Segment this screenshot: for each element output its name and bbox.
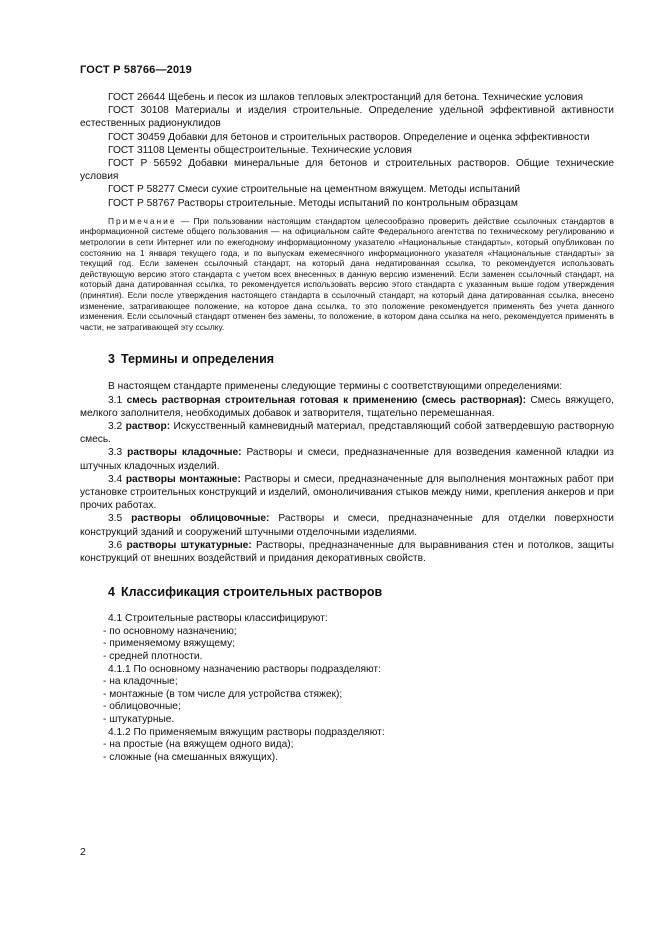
clause-4-1-2: 4.1.2 По применяемым вяжущим растворы подразделяют: bbox=[108, 726, 385, 738]
term-text: Растворы и смеси, предназначенные для выполнения монтажных работ при установке строительных конструкций и изделий, омоноличивания стыков между ними, крепления анкеров и при прочих работах. bbox=[80, 473, 614, 512]
term-text: Смесь вяжущего, мелкого заполнителя, необходимых добавок и затворителя, тщательно перемешанная. bbox=[80, 394, 614, 419]
term-definition bbox=[80, 539, 614, 565]
reference-item: ГОСТ Р 58277 Смеси сухие строительные на цементном вяжущем. Методы испытаний bbox=[108, 184, 521, 196]
list-item: - облицовочные; bbox=[103, 701, 181, 713]
note-label: Примечание bbox=[108, 215, 177, 226]
section-number: 4 bbox=[108, 585, 115, 600]
term-text: Растворы и смеси, предназначенные для отделки поверхности конструкций зданий и сооружений штучными отделочными изделиями. bbox=[80, 513, 614, 538]
reference-item: ГОСТ Р 58767 Растворы строительные. Методы испытаний по контрольным образцам bbox=[108, 197, 518, 209]
term-definition bbox=[80, 446, 614, 472]
term-definition bbox=[80, 394, 614, 420]
references-list bbox=[80, 91, 614, 210]
term-name: раствор: bbox=[125, 420, 171, 432]
term-number: 3.3 bbox=[108, 447, 123, 459]
reference-item: ГОСТ 26644 Щебень и песок из шлаков тепловых электростанций для бетона. Технические условия bbox=[108, 92, 584, 103]
note-paragraph bbox=[80, 216, 614, 333]
term-name: растворы монтажные: bbox=[125, 473, 241, 485]
term-text: Растворы и смеси, предназначенные для возведения каменной кладки из штучных кладочных изделий. bbox=[80, 447, 614, 472]
section-title: Термины и определения bbox=[120, 352, 275, 367]
term-name: растворы штукатурные: bbox=[126, 539, 252, 551]
clause-4-1: 4.1 Строительные растворы классифицируют: bbox=[108, 613, 328, 625]
reference-item: ГОСТ 31108 Цементы общестроительные. Технические условия bbox=[108, 144, 412, 156]
reference-item: ГОСТ 30459 Добавки для бетонов и строительных растворов. Определение и оценка эффективности bbox=[108, 131, 590, 143]
term-definition bbox=[80, 473, 614, 513]
term-text: Искусственный камневидный материал, представляющий собой затвердевшую растворную смесь. bbox=[80, 420, 614, 446]
list-item: - монтажные (в том числе для устройства стяжек); bbox=[103, 688, 343, 700]
term-number: 3.6 bbox=[108, 539, 123, 551]
section-3-heading bbox=[108, 352, 614, 366]
reference-item: ГОСТ 30108 Материалы и изделия строительные. Определение удельной эффективной активности естественных радионуклидов bbox=[80, 105, 614, 130]
terms-intro: В настоящем стандарте применены следующие термины с соответствующими определениями: bbox=[108, 381, 563, 393]
document-code-header: ГОСТ Р 58766—2019 bbox=[80, 64, 192, 76]
classification-block bbox=[80, 613, 614, 764]
note-text: — При пользовании настоящим стандартом целесообразно проверить действие ссылочных стандартов в информационной системе общего пользования — на официальном сайте Федерального агентства по техническому регулированию и метрологии в сети Интернет или по ежегодному информационному указателю «Национальные стандарты», который опубликован по состоянию на 1 января текущего года, и по выпускам ежемесячного информационного указателя «Национальные стандарты» за текущий год. Если заменен ссылочный стандарт, на который дана недатированная ссылка, то рекомендуется использовать действующую версию этого стандарта с учетом всех внесенных в данную версию изменений. Если заменен ссылочный стандарт, на который дана датированная ссылка, то рекомендуется использовать версию этого стандарта с указанным выше годом утверждения (принятия). Если после утверждения настоящего стандарта в ссылочный стандарт, на который дана датированная ссылка, внесено изменение, затрагивающее положение, на которое дана ссылка, то это положение рекомендуется применять без учета данного изменения. Если ссылочный стандарт отменен без замены, то положение, в котором дана ссылка на него, рекомендуется применять в части, не затрагивающей эту ссылку. bbox=[80, 215, 614, 332]
list-4-1-1 bbox=[80, 676, 614, 726]
list-item: - штукатурные. bbox=[103, 713, 175, 725]
section-number: 3 bbox=[108, 352, 115, 367]
terms-definitions bbox=[80, 380, 614, 565]
list-4-1 bbox=[80, 626, 614, 664]
term-definition bbox=[80, 420, 614, 446]
list-item: - по основному назначению; bbox=[103, 625, 237, 637]
term-name: растворы облицовочные: bbox=[131, 513, 270, 525]
list-4-1-2 bbox=[80, 739, 614, 764]
term-text: Растворы, предназначенные для выравнивания стен и потолков, защиты конструкций от внешних воздействий и придания декоративных свойств. bbox=[80, 539, 614, 564]
term-number: 3.2 bbox=[108, 420, 123, 432]
term-name: смесь растворная строительная готовая к применению (смесь растворная): bbox=[126, 394, 526, 406]
page-number: 2 bbox=[80, 846, 86, 858]
list-item: - сложные (на смешанных вяжущих). bbox=[103, 751, 279, 763]
clause-4-1-1: 4.1.1 По основному назначению растворы подразделяют: bbox=[108, 663, 381, 675]
list-item: - на простые (на вяжущем одного вида); bbox=[103, 739, 294, 751]
section-4-heading bbox=[108, 585, 614, 599]
term-name: растворы кладочные: bbox=[127, 447, 242, 459]
list-item: - на кладочные; bbox=[103, 676, 178, 688]
list-item: - применяемому вяжущему; bbox=[103, 638, 236, 650]
term-number: 3.1 bbox=[108, 394, 123, 406]
page-content bbox=[80, 91, 614, 764]
term-definition bbox=[80, 512, 614, 538]
section-title: Классификация строительных растворов bbox=[120, 585, 383, 600]
list-item: - средней плотности. bbox=[103, 650, 203, 662]
reference-item: ГОСТ Р 56592 Добавки минеральные для бетонов и строительных растворов. Общие технические условия bbox=[80, 158, 614, 183]
term-number: 3.4 bbox=[108, 473, 123, 485]
term-number: 3.5 bbox=[108, 513, 123, 525]
